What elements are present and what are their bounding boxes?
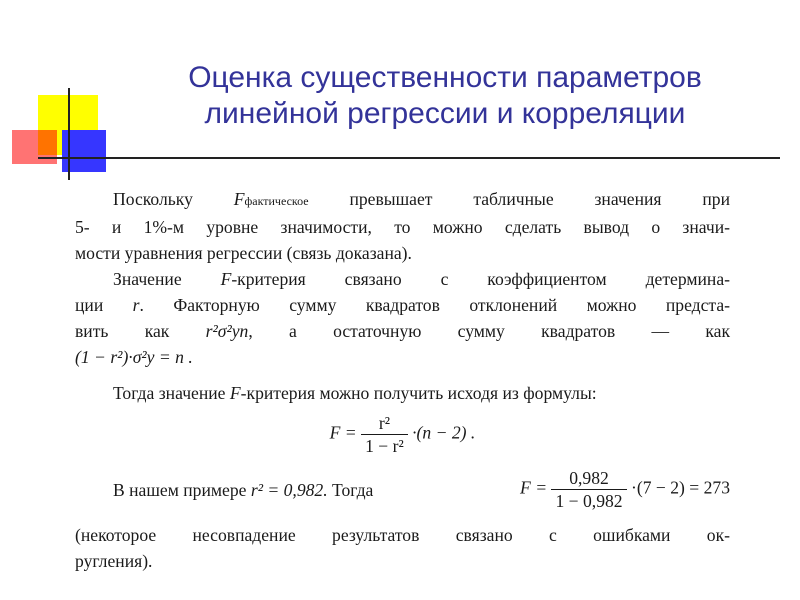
- paragraph-5: [75, 522, 730, 574]
- p4-text-a: В нашем примере: [113, 479, 247, 500]
- formula2-lhs: F =: [520, 477, 548, 498]
- paragraph-1: [75, 186, 730, 266]
- formula-f-general: [75, 412, 730, 457]
- p3-text-b: -критерия можно получить исходя из формулы:: [240, 383, 597, 403]
- paragraph-3: [75, 380, 730, 406]
- r-symbol: r: [132, 295, 140, 315]
- title-line-1: Оценка существенности параметров: [188, 61, 702, 94]
- formula-f-example: [520, 467, 730, 512]
- f-symbol: F: [229, 383, 241, 403]
- p2-text-a: Значение: [113, 269, 182, 289]
- p1-line-2: 5- и 1%-м уровне значимости, то можно сделать вывод о значи-: [75, 217, 730, 237]
- f-symbol: F: [233, 189, 245, 209]
- formula1-numerator: r²: [361, 412, 408, 435]
- title-underline: [38, 157, 780, 159]
- title-line-2: линейной регрессии и корреляции: [204, 97, 686, 130]
- formula1-fraction: [361, 412, 408, 457]
- factor-sum-expr: r²σ²yn: [205, 321, 249, 341]
- slide-body: [75, 186, 730, 574]
- slide-title: [110, 60, 780, 132]
- p4-text-b: Тогда: [332, 479, 374, 500]
- formula2-denominator: 1 − 0,982: [555, 491, 623, 511]
- paragraph-2: [75, 266, 730, 370]
- formula1-tail: ·(n − 2) .: [412, 422, 476, 443]
- p1-text-b: превышает табличные значения при: [349, 189, 731, 209]
- p5-line-1: (некоторое несовпадение результатов связано с ошибками ок-: [75, 525, 730, 545]
- formula1-lhs: F =: [329, 422, 357, 443]
- p2-text-c: ции: [75, 295, 104, 315]
- p1-text-a: Поскольку: [113, 189, 193, 209]
- paragraph-4: [75, 467, 730, 512]
- r2-value: r² = 0,982.: [250, 479, 328, 500]
- f-subscript: фактическое: [244, 194, 309, 208]
- p2-text-b: -критерия связано с коэффициентом детермина-: [231, 269, 730, 289]
- residual-sum-expr: (1 − r²)·σ²y = n .: [75, 347, 193, 367]
- p3-text-a: Тогда значение: [113, 383, 226, 403]
- formula1-denominator: 1 − r²: [365, 436, 404, 456]
- p2-text-f: , а остаточную сумму квадратов — как: [248, 321, 730, 341]
- p5-line-2: ругления).: [75, 551, 153, 571]
- p2-text-d: . Факторную сумму квадратов отклонений можно предста-: [139, 295, 730, 315]
- p2-text-e: вить как: [75, 321, 170, 341]
- formula2-tail: ·(7 − 2) = 273: [631, 477, 730, 498]
- f-symbol: F: [220, 269, 232, 289]
- formula2-numerator: 0,982: [551, 467, 626, 490]
- p1-line-3: мости уравнения регрессии (связь доказана).: [75, 243, 412, 263]
- formula2-fraction: [551, 467, 626, 512]
- decor-vertical-line: [68, 88, 70, 180]
